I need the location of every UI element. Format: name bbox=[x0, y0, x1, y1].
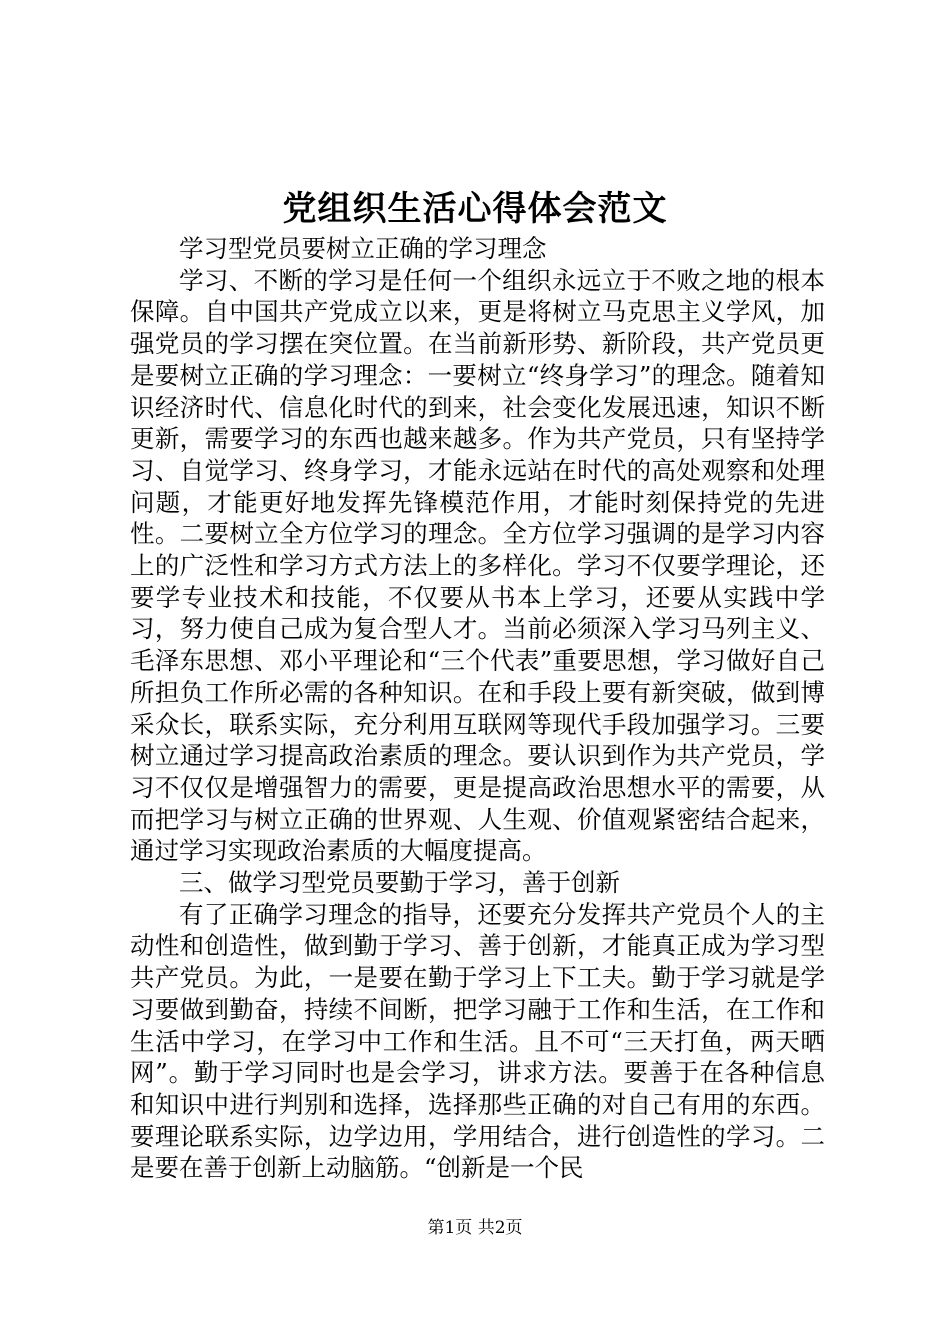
document-title: 党组织生活心得体会范文 bbox=[282, 189, 668, 229]
page-number-footer: 第1页 共2页 bbox=[427, 1218, 523, 1238]
paragraph-body-1: 学习、不断的学习是任何一个组织永远立于不败之地的根本保障。自中国共产党成立以来，更是将树立马克思主义学风，加强党员的学习摆在突位置。在当前新形势、新阶段，共产党员更是要树立正确的学习理念：一要树立“终身学习”的理念。随着知识经济时代、信息化时代的到来，社会变化发展迅速，知识不断更新，需要学习的东西也越来越多。作为共产党员，只有坚持学习、自觉学习、终身学习，才能永远站在时代的高处观察和处理问题，才能更好地发挥先锋模范作用，才能时刻保持党的先进性。二要树立全方位学习的理念。全方位学习强调的是学习内容上的广泛性和学习方式方法上的多样化。学习不仅要学理论，还要学专业技术和技能，不仅要从书本上学习，还要从实践中学习，努力使自己成为复合型人才。当前必须深入学习马列主义、毛泽东思想、邓小平理论和“三个代表”重要思想，学习做好自己所担负工作所必需的各种知识。在和手段上要有新突破，做到博采众长，联系实际，充分利用互联网等现代手段加强学习。三要树立通过学习提高政治素质的理念。要认识到作为共产党员，学习不仅仅是增强智力的需要，更是提高政治思想水平的需要，从而把学习与树立正确的世界观、人生观、价值观紧密结合起来，通过学习实现政治素质的大幅度提高。 bbox=[130, 265, 825, 866]
paragraph-heading-1: 学习型党员要树立正确的学习理念 bbox=[179, 234, 547, 263]
document-body bbox=[130, 233, 825, 1184]
paragraph-body-2: 有了正确学习理念的指导，还要充分发挥共产党员个人的主动性和创造性，做到勤于学习、善于创新，才能真正成为学习型共产党员。为此，一是要在勤于学习上下工夫。勤于学习就是学习要做到勤奋，持续不间断，把学习融于工作和生活，在工作和生活中学习，在学习中工作和生活。且不可“三天打鱼，两天晒网”。勤于学习同时也是会学习，讲求方法。要善于在各种信息和知识中进行判别和选择，选择那些正确的对自己有用的东西。要理论联系实际，边学边用，学用结合，进行创造性的学习。二是要在善于创新上动脑筋。“创新是一个民 bbox=[130, 899, 825, 1183]
paragraph-heading-2: 三、做学习型党员要勤于学习，善于创新 bbox=[179, 868, 620, 898]
